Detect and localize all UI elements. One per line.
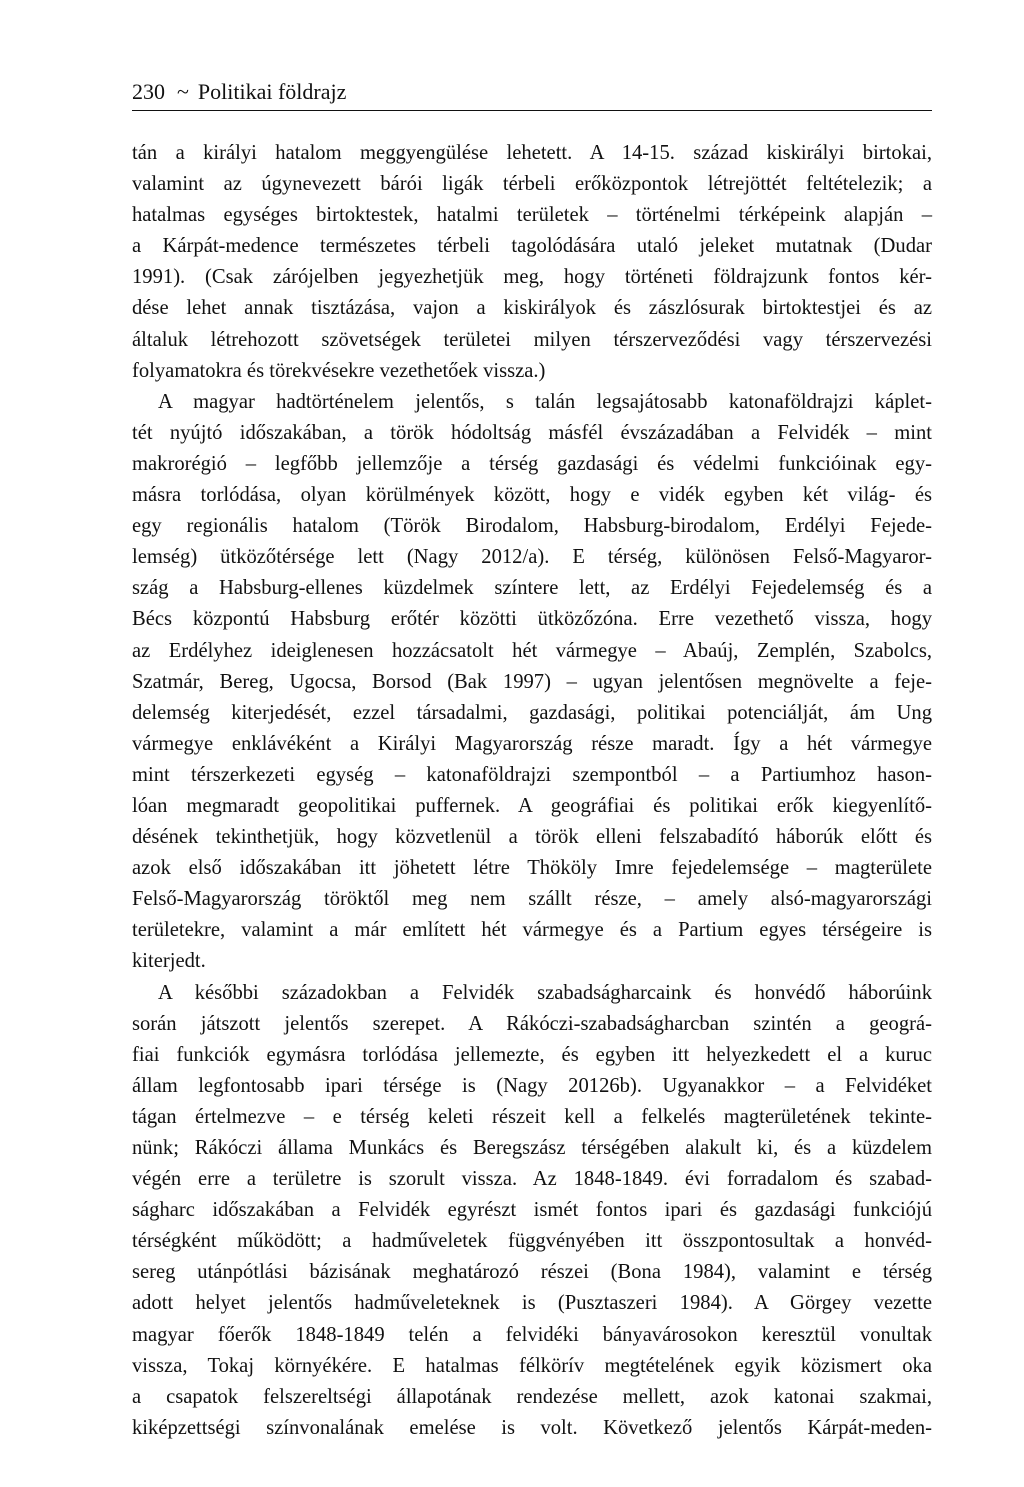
text-line: mint térszerkezeti egység – katonaföldrajzi szempontból – a Partiumhoz hason-	[132, 763, 932, 786]
text-line: egy regionális hatalom (Török Birodalom, Habsburg-birodalom, Erdélyi Fejede-	[132, 515, 932, 538]
text-line: állam legfontosabb ipari térsége is (Nagy 20126b). Ugyanakkor – a Felvidéket	[132, 1074, 932, 1097]
text-line: adott helyet jelentős hadműveleteknek is (Pusztaszeri 1984). A Görgey vezette	[132, 1292, 932, 1315]
text-line: azok első időszakában itt jöhetett létre Thököly Imre fejedelemsége – magterülete	[132, 857, 932, 880]
text-line: az Erdélyhez ideiglenesen hozzácsatolt hét vármegye – Abaúj, Zemplén, Szabolcs,	[132, 639, 932, 662]
paragraph-1	[132, 138, 932, 387]
text-line: általuk létrehozott szövetségek területei milyen térszerveződési vagy térszervezési	[132, 328, 932, 351]
text-line: nünk; Rákóczi állama Munkács és Beregszász térségében alakult ki, és a küzdelem	[132, 1137, 932, 1159]
text-line: kiképzettségi színvonalának emelése is volt. Következő jelentős Kárpát-meden-	[132, 1416, 932, 1439]
text-line: A magyar hadtörténelem jelentős, s talán legsajátosabb katonaföldrajzi káplet-	[158, 390, 932, 413]
text-line: Bécs központú Habsburg erőtér közötti ütközőzóna. Erre vezethető vissza, hogy	[132, 608, 932, 631]
text-line: magyar főerők 1848-1849 telén a felvidéki bányavárosokon keresztül vonultak	[132, 1323, 932, 1346]
text-line: tán a királyi hatalom meggyengülése lehetett. A 14-15. század kiskirályi birtokai,	[132, 142, 932, 164]
paragraph-3	[132, 978, 932, 1444]
text-line: 1991). (Csak zárójelben jegyezhetjük meg, hogy történeti földrajzunk fontos kér-	[132, 266, 932, 289]
text-line: fiai funkciók egymásra torlódása jellemezte, és egyben itt helyezkedett el a kuruc	[132, 1043, 932, 1066]
text-line: folyamatokra és törekvésekre vezethetőek vissza.)	[132, 359, 546, 382]
body-text	[132, 138, 932, 1444]
paragraph-2	[132, 387, 932, 978]
text-line: Felső-Magyarország töröktől meg nem szállt része, – amely alsó-magyarországi	[132, 888, 932, 911]
text-line: a csapatok felszereltségi állapotának rendezése mellett, azok katonai szakmai,	[132, 1385, 932, 1408]
text-line: során játszott jelentős szerepet. A Rákóczi-szabadságharcban szintén a geográ-	[132, 1012, 932, 1035]
text-line: vármegye enklávéként a Királyi Magyarország része maradt. Így a hét vármegye	[132, 732, 932, 755]
text-line: másra torlódása, olyan körülmények között, hogy e vidék egyben két világ- és	[132, 484, 932, 507]
text-line: delemség kiterjedését, ezzel társadalmi, gazdasági, politikai potenciálját, ám Ung	[132, 701, 932, 724]
text-line: területekre, valamint a már említett hét vármegye és a Partium egyes térségeire is	[132, 919, 932, 942]
text-line: tét nyújtó időszakában, a török hódoltság másfél évszázadában a Felvidék – mint	[132, 421, 932, 444]
text-line: dése lehet annak tisztázása, vajon a kiskirályok és zászlósurak birtoktestjei és az	[132, 297, 932, 320]
text-line: hatalmas egységes birtoktestek, hatalmi területek – történelmi térképeink alapján –	[132, 204, 932, 227]
text-line: végén erre a területre is szorult vissza. Az 1848-1849. évi forradalom és szabad-	[132, 1168, 932, 1191]
text-line: lóan megmaradt geopolitikai puffernek. A geográfiai és politikai erők kiegyenlítő-	[132, 794, 932, 817]
page-number: 230	[132, 79, 165, 104]
text-line: A későbbi századokban a Felvidék szabadságharcaink és honvédő háborúink	[158, 981, 932, 1004]
text-line: lemség) ütközőtérsége lett (Nagy 2012/a). E térség, különösen Felső-Magyaror-	[132, 546, 932, 569]
text-line: ságharc időszakában a Felvidék egyrészt ismét fontos ipari és gazdasági funkciójú	[132, 1199, 932, 1222]
section-title: Politikai földrajz	[197, 79, 347, 104]
text-line: a Kárpát-medence természetes térbeli tagolódására utaló jeleket mutatnak (Dudar	[132, 235, 932, 258]
running-header	[132, 74, 932, 111]
text-line: kiterjedt.	[132, 950, 206, 973]
text-line: sereg utánpótlási bázisának meghatározó részei (Bona 1984), valamint e térség	[132, 1261, 932, 1284]
text-line: désének tekinthetjük, hogy közvetlenül a török elleni felszabadító háborúk előtt és	[132, 826, 932, 849]
text-line: makrorégió – legfőbb jellemzője a térség gazdasági és védelmi funkcióinak egy-	[132, 452, 932, 475]
text-line: térségként működött; a hadműveletek függvényében itt összpontosultak a honvéd-	[132, 1230, 932, 1253]
text-line: tágan értelmezve – e térség keleti részeit kell a felkelés magterületének tekinte-	[132, 1105, 932, 1128]
header-separator: ~	[177, 79, 189, 104]
text-line: szág a Habsburg-ellenes küzdelmek színtere lett, az Erdélyi Fejedelemség és a	[132, 577, 932, 600]
text-line: valamint az úgynevezett bárói ligák térbeli erőközpontok létrejöttét feltételezik; a	[132, 173, 932, 196]
text-line: vissza, Tokaj környékére. E hatalmas félkörív megtételének egyik közismert oka	[132, 1354, 932, 1377]
text-line: Szatmár, Bereg, Ugocsa, Borsod (Bak 1997) – ugyan jelentősen megnövelte a feje-	[132, 670, 932, 693]
